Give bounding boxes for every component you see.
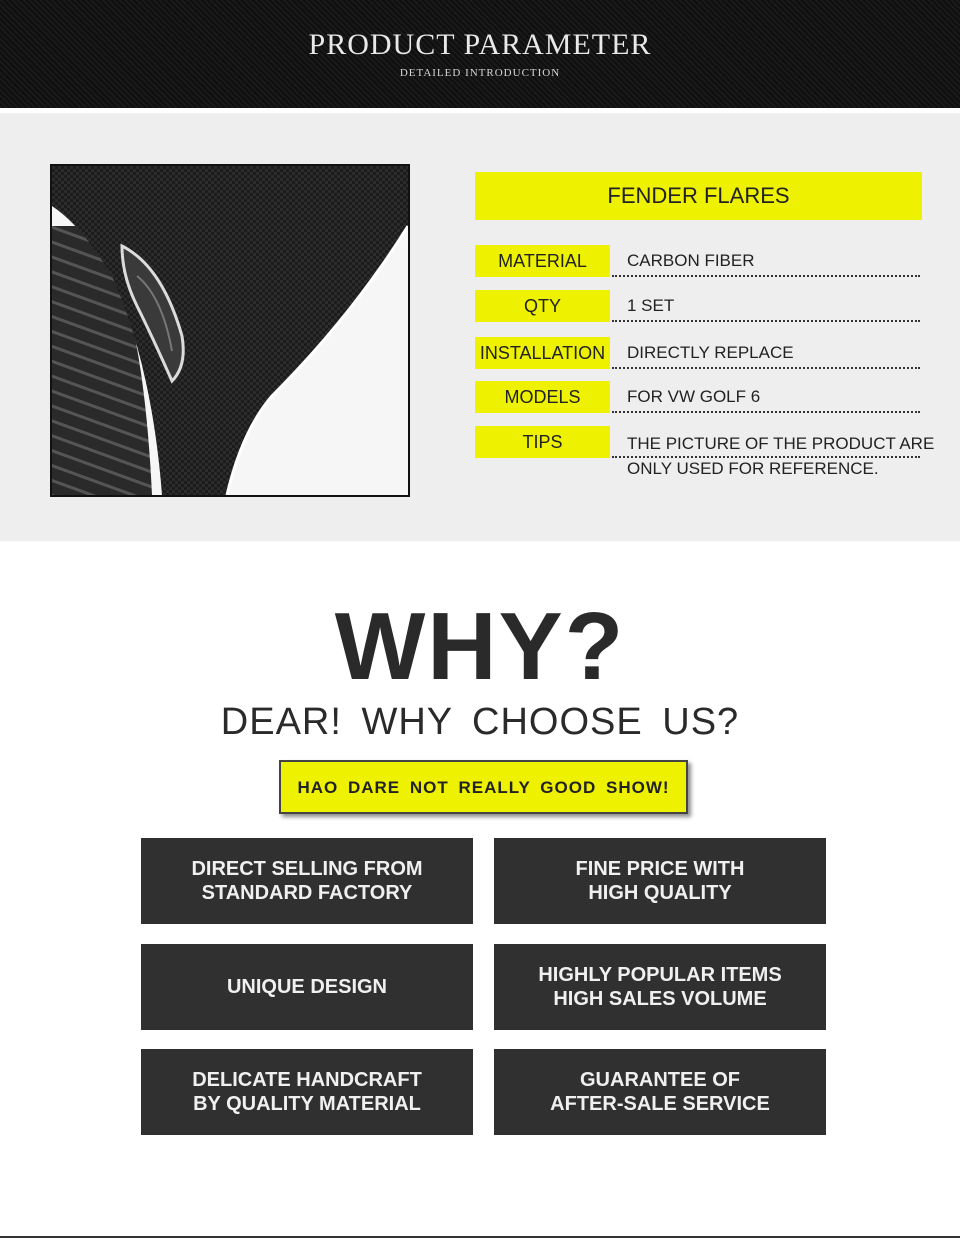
product-photo bbox=[50, 164, 410, 497]
spec-value: THE PICTURE OF THE PRODUCT ARE bbox=[627, 434, 935, 453]
spec-value: DIRECTLY REPLACE bbox=[627, 343, 794, 362]
slogan-banner: HAO DARE NOT REALLY GOOD SHOW! bbox=[279, 760, 688, 814]
feature-card bbox=[494, 944, 826, 1030]
feature-card bbox=[494, 838, 826, 924]
divider bbox=[612, 456, 920, 458]
feature-text: FINE PRICE WITH bbox=[575, 858, 745, 880]
divider bbox=[612, 367, 920, 369]
feature-text: HIGHLY POPULAR ITEMS bbox=[538, 964, 782, 986]
spec-row-tips bbox=[475, 426, 935, 458]
feature-text: HIGH QUALITY bbox=[588, 882, 732, 904]
spec-value: CARBON FIBER bbox=[627, 251, 755, 270]
feature-card bbox=[494, 1049, 826, 1135]
feature-text: BY QUALITY MATERIAL bbox=[193, 1093, 421, 1115]
feature-card bbox=[141, 838, 473, 924]
spec-value: FOR VW GOLF 6 bbox=[627, 387, 761, 406]
feature-text: DELICATE HANDCRAFT bbox=[192, 1069, 422, 1091]
why-subheading: DEAR! WHY CHOOSE US? bbox=[220, 701, 740, 743]
product-title: FENDER FLARES bbox=[475, 172, 922, 220]
spec-value-continued: ONLY USED FOR REFERENCE. bbox=[627, 459, 879, 478]
feature-text: HIGH SALES VOLUME bbox=[553, 988, 767, 1010]
product-parameter-panel bbox=[0, 113, 960, 541]
spec-label: MODELS bbox=[475, 381, 610, 413]
divider bbox=[612, 411, 920, 413]
why-heading: WHY? bbox=[334, 593, 626, 700]
spec-label: QTY bbox=[475, 290, 610, 322]
spec-row-models bbox=[475, 381, 921, 413]
feature-text: AFTER-SALE SERVICE bbox=[550, 1093, 770, 1115]
feature-card bbox=[141, 1049, 473, 1135]
divider bbox=[612, 320, 920, 322]
feature-text: GUARANTEE OF bbox=[580, 1069, 740, 1091]
header-banner bbox=[0, 0, 960, 108]
spec-row-installation bbox=[475, 337, 921, 369]
feature-card bbox=[141, 944, 473, 1030]
feature-text: UNIQUE DESIGN bbox=[226, 976, 388, 998]
page-title: PRODUCT PARAMETER bbox=[308, 28, 652, 61]
page-subtitle: DETAILED INTRODUCTION bbox=[399, 67, 561, 79]
feature-text: STANDARD FACTORY bbox=[201, 882, 413, 904]
spec-label: MATERIAL bbox=[475, 245, 610, 277]
divider bbox=[612, 275, 920, 277]
spec-value: 1 SET bbox=[627, 296, 675, 315]
spec-row-qty bbox=[475, 290, 921, 322]
spec-row-material bbox=[475, 245, 921, 277]
feature-text: DIRECT SELLING FROM bbox=[191, 858, 423, 880]
spec-label: INSTALLATION bbox=[475, 337, 610, 369]
spec-label: TIPS bbox=[475, 426, 610, 458]
